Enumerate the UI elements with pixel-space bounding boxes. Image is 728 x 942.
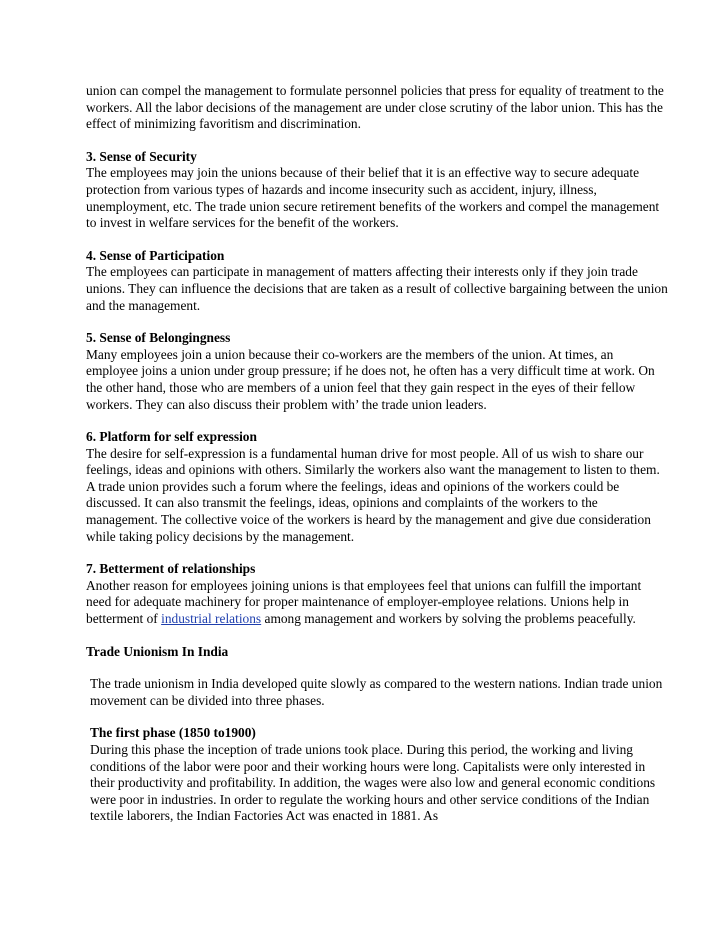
section-body	[86, 578, 668, 628]
section-heading: 3. Sense of Security	[86, 148, 197, 164]
section-heading: 7. Betterment of relationships	[86, 561, 256, 577]
section-self-expression	[86, 429, 668, 545]
phase-body: During this phase the inception of trade unions took place. During this period, the working and living conditions of the labor were poor and their working hours were long. Capitalists were only interested in their productivity and profitability. In addition, the wages were also low and general economic conditions were poor in industries. In order to regulate the working hours and other service conditions of the Indian textile laborers, the Indian Factories Act was enacted in 1881. As	[90, 742, 656, 824]
section-security	[86, 149, 668, 232]
section-relationships	[86, 561, 668, 627]
industrial-relations-link[interactable]: industrial relations	[161, 611, 262, 627]
section-participation	[86, 248, 668, 314]
trade-unionism-title: Trade Unionism In India	[86, 643, 229, 659]
phase-heading: The first phase (1850 to1900)	[90, 725, 256, 741]
section-first-phase	[86, 725, 668, 825]
section-heading: 5. Sense of Belongingness	[86, 330, 231, 346]
section-heading: 4. Sense of Participation	[86, 247, 225, 263]
section-body: The employees may join the unions because of their belief that it is an effective way to secure adequate protection from various types of hazards and income insecurity such as accident, injury, illness, unemployment, etc. The trade union secure retirement benefits of the workers and compel the management to invest in welfare services for the benefit of the workers.	[86, 165, 660, 231]
section-body: The employees can participate in management of matters affecting their interests only if they join trade unions. They can influence the decisions that are taken as a result of collective bargaining between the union and the management.	[86, 264, 668, 313]
section-heading: 6. Platform for self expression	[86, 429, 257, 445]
intro-paragraph: union can compel the management to formulate personnel policies that press for equality of treatment to the workers. All the labor decisions of the management are under close scrutiny of the labor union. This has the effect of minimizing favoritism and discrimination.	[86, 83, 664, 132]
section-belongingness	[86, 330, 668, 413]
section-body: Many employees join a union because their co-workers are the members of the union. At times, an employee joins a union under group pressure; if he does not, he often has a very difficult time at work. On the other hand, those who are members of a union feel that they gain respect in the eyes of their fellow workers. They can also discuss their problem with’ the trade union leaders.	[86, 346, 655, 412]
body-text-after-link: among management and workers by solving the problems peacefully.	[261, 611, 636, 627]
trade-unionism-intro: The trade unionism in India developed quite slowly as compared to the western nations. Indian trade union movement can be divided into three phases.	[90, 676, 663, 708]
body-text-before-link: Another reason for employees joining unions is that employees feel that unions can fulfill the important need for adequate machinery for proper maintenance of employer-employee relations. Unions help in betterment of	[86, 577, 642, 627]
section-body: The desire for self-expression is a fundamental human drive for most people. All of us wish to share our feelings, ideas and opinions with others. Similarly the workers also want the management to listen to them. A trade union provides such a forum where the feelings, ideas and opinions of the workers could be discussed. It can also transmit the feelings, ideas, opinions and complaints of the workers to the management. The collective voice of the workers is heard by the management and give due consideration while taking policy decisions by the management.	[86, 445, 660, 544]
